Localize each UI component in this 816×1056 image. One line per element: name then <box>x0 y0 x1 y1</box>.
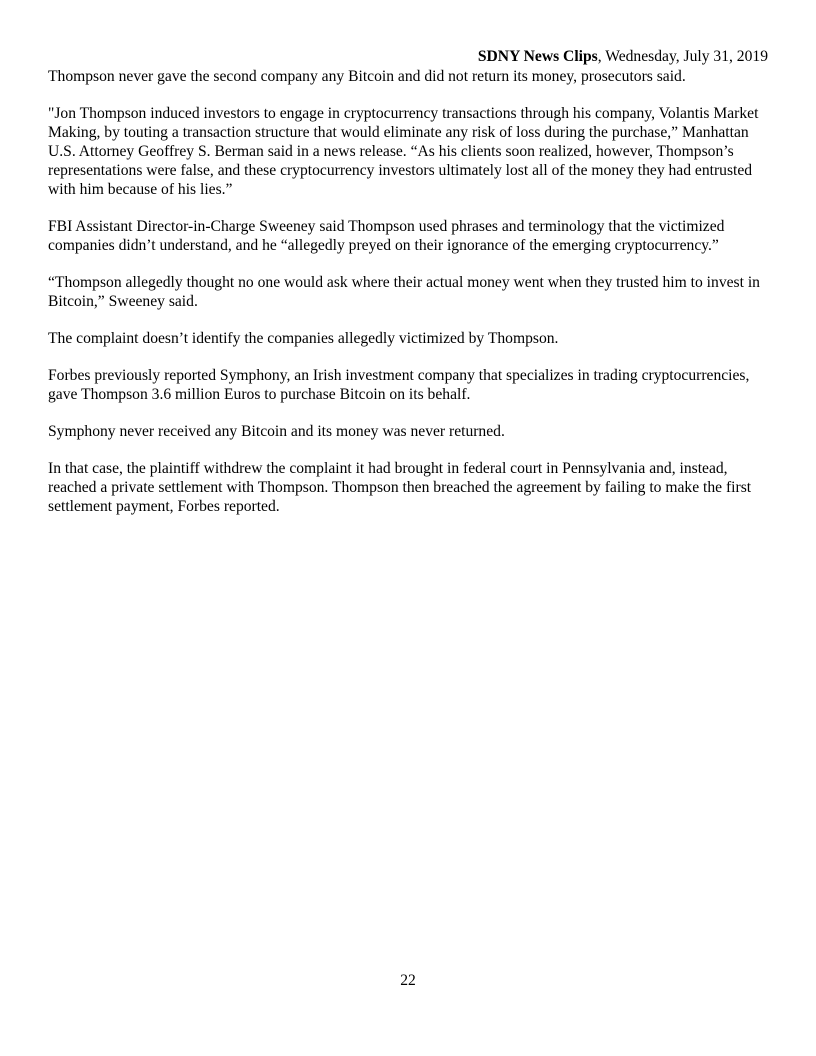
page-number: 22 <box>400 972 416 989</box>
article-body <box>48 67 770 534</box>
running-header <box>478 47 768 66</box>
paragraph: Thompson never gave the second company any Bitcoin and did not return its money, prosecutors said. <box>48 68 686 85</box>
paragraph: “Thompson allegedly thought no one would ask where their actual money went when they trusted him to invest in Bitcoin,” Sweeney said. <box>48 274 760 310</box>
paragraph: Symphony never received any Bitcoin and its money was never returned. <box>48 423 505 440</box>
paragraph: The complaint doesn’t identify the companies allegedly victimized by Thompson. <box>48 330 559 347</box>
paragraph: FBI Assistant Director-in-Charge Sweeney said Thompson used phrases and terminology that the victimized companies didn’t understand, and he “allegedly preyed on their ignorance of the emerging cryptocurrency.” <box>48 218 725 254</box>
publication-name: SDNY News Clips <box>477 48 598 65</box>
paragraph: "Jon Thompson induced investors to engage in cryptocurrency transactions through his company, Volantis Market Making, by touting a transaction structure that would eliminate any risk of loss during the purchase,” Manhattan U.S. Attorney Geoffrey S. Berman said in a news release. “As his clients soon realized, however, Thompson’s representations were false, and these cryptocurrency investors ultimately lost all of the money they had entrusted with him because of his lies.” <box>48 105 759 198</box>
paragraph: In that case, the plaintiff withdrew the complaint it had brought in federal court in Pennsylvania and, instead, reached a private settlement with Thompson. Thompson then breached the agreement by failing to make the first settlement payment, Forbes reported. <box>48 460 752 515</box>
paragraph: Forbes previously reported Symphony, an Irish investment company that specializes in trading cryptocurrencies, gave Thompson 3.6 million Euros to purchase Bitcoin on its behalf. <box>48 367 750 403</box>
header-date: , Wednesday, July 31, 2019 <box>597 48 768 65</box>
